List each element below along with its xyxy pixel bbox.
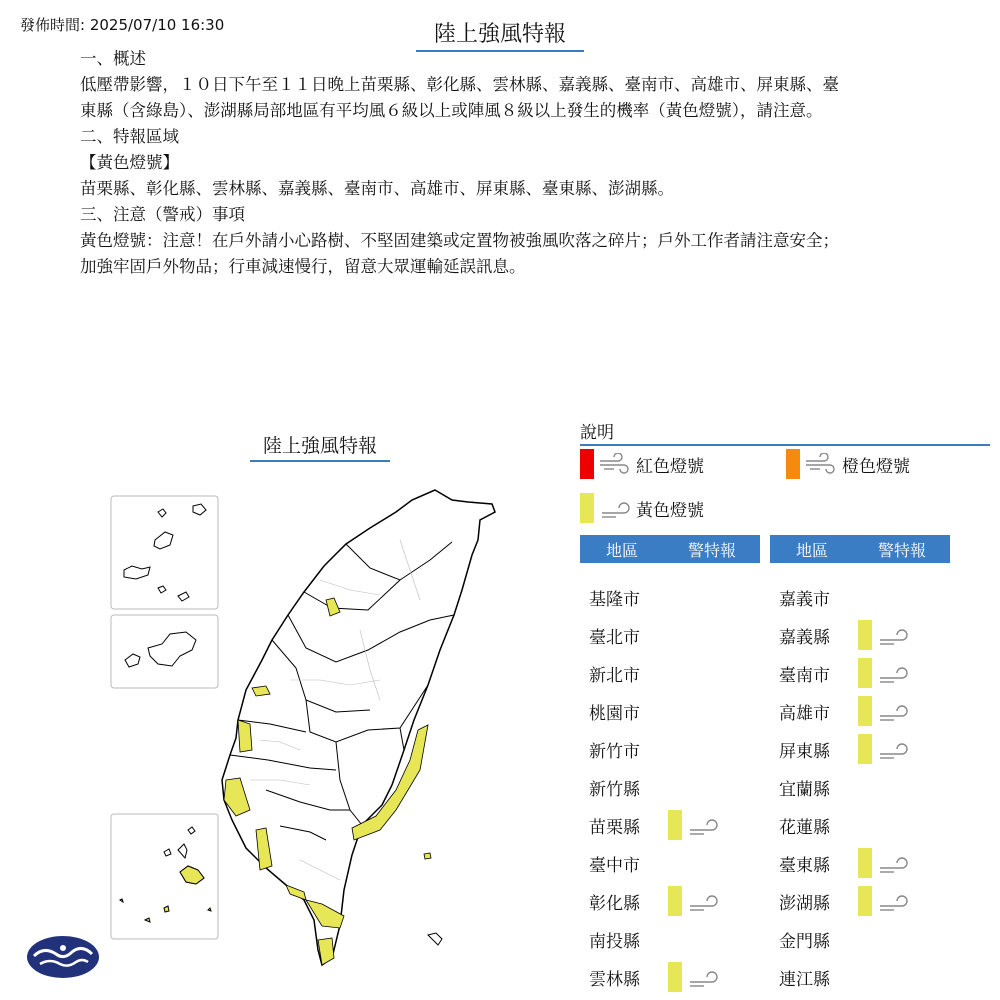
yellow-alert-bar	[858, 658, 872, 688]
region-name: 苗栗縣	[589, 817, 640, 838]
legend-yellow-label: 黃色燈號	[636, 500, 704, 521]
col-alert-header: 警特報	[687, 540, 736, 560]
region-list-left	[580, 578, 760, 996]
yellow-swatch	[580, 493, 594, 523]
region-name: 高雄市	[779, 703, 830, 724]
region-name: 基隆市	[589, 589, 640, 610]
region-row	[770, 920, 950, 958]
region-alert	[858, 848, 914, 878]
inset-kinmen	[111, 496, 218, 609]
strong-wind-icon	[598, 453, 632, 475]
wind-icon	[686, 890, 720, 912]
taiwan-map	[100, 480, 530, 980]
region-name: 嘉義市	[779, 589, 830, 610]
yellow-alert-bar	[668, 886, 682, 916]
bulletin-line: 東縣（含綠島）、澎湖縣局部地區有平均風６級以上或陣風８級以上發生的機率（黃色燈號），請注意。	[80, 101, 823, 120]
col-region-header: 地區	[605, 540, 638, 560]
region-alert	[668, 886, 724, 916]
wind-icon	[876, 700, 910, 722]
region-name: 金門縣	[779, 931, 830, 952]
yellow-alert-bar	[858, 848, 872, 878]
region-row	[770, 768, 950, 806]
region-alert	[668, 962, 724, 992]
region-row	[580, 654, 760, 692]
region-name: 新北市	[589, 665, 640, 686]
region-name: 臺東縣	[779, 855, 830, 876]
region-name: 桃園市	[589, 703, 640, 724]
taiwan-island	[222, 490, 495, 965]
wind-icon	[876, 890, 910, 912]
region-row	[770, 958, 950, 996]
table-header-left	[580, 535, 760, 563]
yellow-alert-bar	[858, 696, 872, 726]
bulletin-text	[80, 46, 940, 280]
yellow-alert-bar	[858, 620, 872, 650]
region-row	[580, 616, 760, 654]
region-name: 臺南市	[779, 665, 830, 686]
legend-orange	[786, 449, 910, 479]
red-swatch	[580, 449, 594, 479]
region-row	[770, 844, 950, 882]
region-name: 臺北市	[589, 627, 640, 648]
region-row	[580, 958, 760, 996]
legend-red-label: 紅色燈號	[636, 456, 704, 477]
issue-time: 發佈時間: 2025/07/10 16:30	[20, 16, 225, 34]
region-alert	[858, 696, 914, 726]
region-name: 南投縣	[589, 931, 640, 952]
region-name: 雲林縣	[589, 969, 640, 990]
region-row	[770, 882, 950, 920]
region-name: 澎湖縣	[779, 893, 830, 914]
orange-swatch	[786, 449, 800, 479]
yellow-alert-bar	[858, 734, 872, 764]
strong-wind-icon	[804, 453, 838, 475]
region-name: 屏東縣	[779, 741, 830, 762]
table-header-right	[770, 535, 950, 563]
region-name: 花蓮縣	[779, 817, 830, 838]
region-name: 臺中市	[589, 855, 640, 876]
region-row	[580, 920, 760, 958]
region-row	[770, 578, 950, 616]
yellow-alert-bar	[858, 886, 872, 916]
orchid-island	[428, 933, 442, 945]
cwa-logo	[26, 934, 100, 980]
region-name: 嘉義縣	[779, 627, 830, 648]
yellow-alert-bar	[668, 962, 682, 992]
region-row	[580, 806, 760, 844]
page-title: 陸上強風特報	[416, 17, 584, 52]
region-name: 連江縣	[779, 969, 830, 990]
bulletin-line: 二、特報區域	[80, 127, 179, 146]
region-row	[580, 768, 760, 806]
bulletin-line: 一、概述	[80, 49, 146, 68]
region-row	[770, 692, 950, 730]
bulletin-line: 加強牢固戶外物品；行車減速慢行，留意大眾運輸延誤訊息。	[80, 257, 526, 276]
legend-title: 說明	[580, 418, 990, 446]
wind-icon	[686, 814, 720, 836]
region-row	[770, 654, 950, 692]
legend-yellow	[580, 493, 704, 523]
region-name: 彰化縣	[589, 893, 640, 914]
region-row	[580, 578, 760, 616]
map-title: 陸上強風特報	[250, 431, 390, 462]
region-row	[770, 806, 950, 844]
yellow-alert-bar	[668, 810, 682, 840]
region-row	[770, 616, 950, 654]
region-alert	[858, 886, 914, 916]
wind-icon	[876, 624, 910, 646]
region-alert	[668, 810, 724, 840]
region-name: 宜蘭縣	[779, 779, 830, 800]
region-alert	[858, 658, 914, 688]
region-alert	[858, 734, 914, 764]
wind-icon	[598, 497, 632, 519]
bulletin-line: 低壓帶影響，１０日下午至１１日晚上苗栗縣、彰化縣、雲林縣、嘉義縣、臺南市、高雄市、屏東縣、臺	[80, 75, 839, 94]
region-row	[580, 882, 760, 920]
wind-icon	[876, 738, 910, 760]
col-alert-header: 警特報	[877, 540, 926, 560]
region-name: 新竹縣	[589, 779, 640, 800]
region-row	[580, 692, 760, 730]
wind-icon	[876, 852, 910, 874]
region-row	[580, 844, 760, 882]
region-alert	[858, 620, 914, 650]
bulletin-line: 【黃色燈號】	[80, 153, 179, 172]
col-region-header: 地區	[795, 540, 828, 560]
region-name: 新竹市	[589, 741, 640, 762]
region-row	[770, 730, 950, 768]
wind-icon	[876, 662, 910, 684]
bulletin-line: 三、注意（警戒）事項	[80, 205, 245, 224]
legend-orange-label: 橙色燈號	[842, 456, 910, 477]
wind-icon	[686, 966, 720, 988]
region-row	[580, 730, 760, 768]
region-list-right	[770, 578, 950, 996]
bulletin-line: 黃色燈號：注意！在戶外請小心路樹、不堅固建築或定置物被強風吹落之碎片；戶外工作者請注意安全；	[80, 231, 839, 250]
bulletin-line: 苗栗縣、彰化縣、雲林縣、嘉義縣、臺南市、高雄市、屏東縣、臺東縣、澎湖縣。	[80, 179, 674, 198]
legend-red	[580, 449, 704, 479]
inset-matsu	[111, 615, 218, 688]
inset-penghu	[111, 814, 218, 939]
